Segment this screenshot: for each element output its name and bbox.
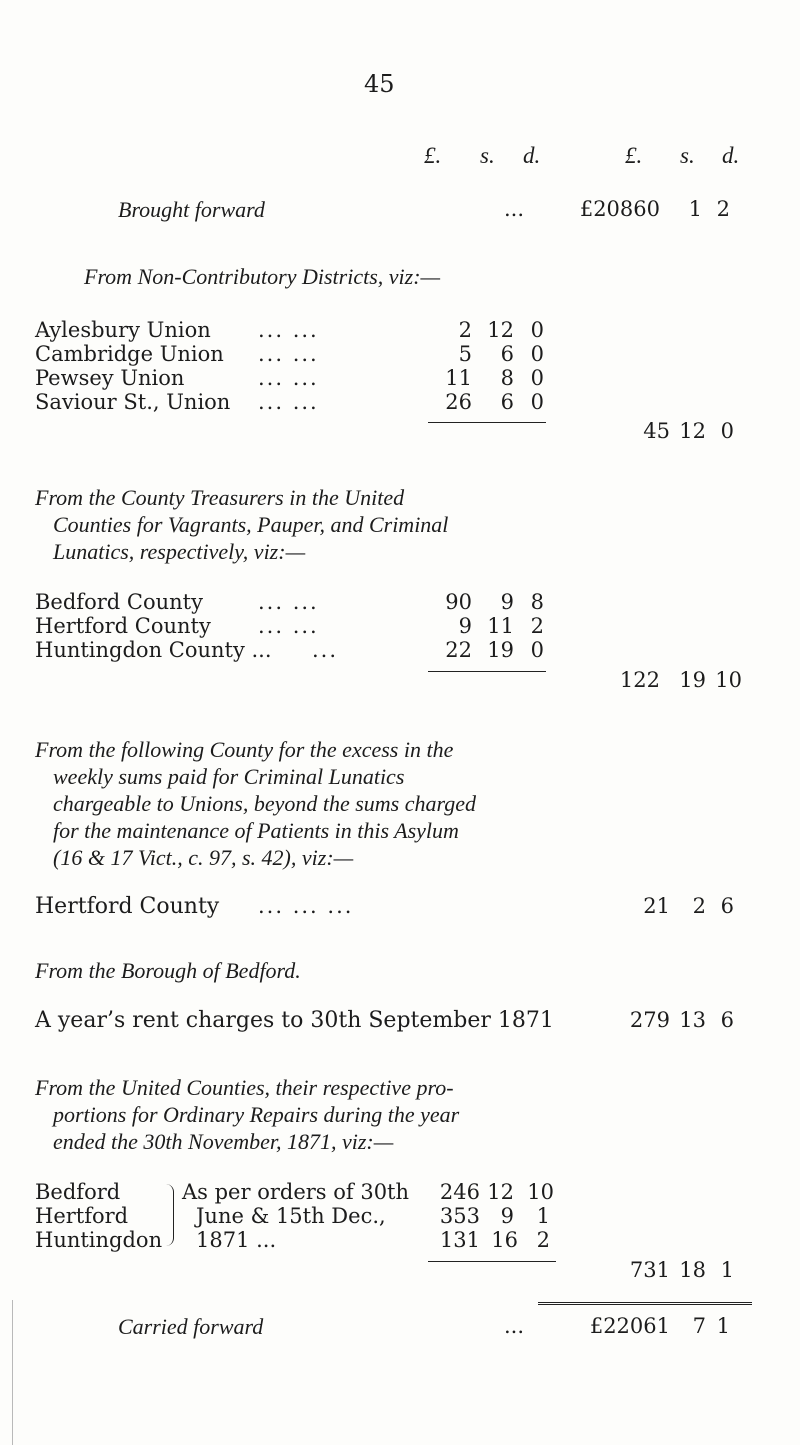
county-treasurers-heading	[35, 484, 565, 565]
carried-forward-dots: ...	[504, 1314, 525, 1338]
page-number: 45	[364, 70, 395, 98]
borough-shillings: 13	[679, 1008, 706, 1032]
table-row-shillings: 6	[500, 390, 514, 414]
subtotal-pounds: 731	[629, 1258, 670, 1282]
table-row-pounds: 9	[458, 614, 472, 638]
table-row-pounds: 5	[458, 342, 472, 366]
left-header-shilling: s.	[480, 143, 495, 168]
table-row-pence: 0	[530, 638, 544, 662]
heading-line: ended the 30th November, 1871, viz:—	[53, 1129, 394, 1154]
heading-line: From the following County for the excess in the	[35, 737, 454, 762]
table-row-pounds: 131	[439, 1228, 480, 1252]
table-row-shillings: 9	[500, 590, 514, 614]
excess-weekly-pounds: 21	[643, 894, 670, 918]
brought-forward-dots: ...	[504, 197, 525, 221]
borough-pounds: 279	[629, 1008, 670, 1032]
table-row-shillings: 9	[500, 1204, 514, 1228]
table-row-label: Bedford County	[35, 590, 203, 614]
subtotal-pounds: 122	[619, 668, 660, 692]
heading-line: portions for Ordinary Repairs during the year	[53, 1102, 460, 1127]
non-contributory-heading: From Non-Contributory Districts, viz:—	[84, 264, 441, 289]
table-row-pounds: 26	[445, 390, 472, 414]
united-counties-heading	[35, 1074, 565, 1155]
brought-forward-pounds: £20860	[579, 197, 660, 221]
borough-pence: 6	[720, 1008, 734, 1032]
heading-line: From the United Counties, their respective pro-	[35, 1075, 454, 1100]
county-name: Huntingdon	[35, 1228, 163, 1252]
heading-line: Lunatics, respectively, viz:—	[53, 539, 306, 564]
table-row-shillings: 12	[487, 318, 514, 342]
order-note-line: 1871 ...	[196, 1228, 277, 1252]
carried-forward-pence: 1	[716, 1314, 730, 1338]
table-row-dots: ... ...	[258, 390, 319, 414]
table-row-pence: 0	[530, 318, 544, 342]
subtotal-shillings: 12	[679, 419, 706, 443]
subtotal-pounds: 45	[643, 419, 670, 443]
table-row-pounds: 90	[445, 590, 472, 614]
county-name: Bedford	[35, 1180, 121, 1204]
order-note-line: As per orders of 30th	[182, 1180, 410, 1204]
brought-forward-label: Brought forward	[118, 197, 265, 222]
left-header-pound: £.	[424, 143, 442, 168]
table-row-pence: 2	[536, 1228, 550, 1252]
brought-forward-shillings: 1	[688, 197, 702, 221]
table-row-label: Huntingdon County ...	[35, 638, 272, 662]
carried-forward-label: Carried forward	[118, 1314, 264, 1339]
table-row-pence: 0	[530, 366, 544, 390]
subtotal-rule	[428, 422, 546, 423]
heading-line: (16 & 17 Vict., c. 97, s. 42), viz:—	[53, 845, 354, 870]
borough-heading: From the Borough of Bedford.	[35, 958, 301, 983]
table-row-shillings: 8	[500, 366, 514, 390]
table-row-pounds: 11	[445, 366, 472, 390]
table-row-shillings: 6	[500, 342, 514, 366]
brought-forward-pence: 2	[716, 197, 730, 221]
table-row-label: Hertford County	[35, 614, 211, 638]
excess-weekly-heading	[35, 736, 565, 871]
table-row-dots: ... ...	[258, 342, 319, 366]
table-row-shillings: 16	[491, 1228, 518, 1252]
subtotal-rule	[428, 1261, 556, 1262]
table-row-label: Aylesbury Union	[35, 318, 211, 342]
heading-line: weekly sums paid for Criminal Lunatics	[53, 764, 405, 789]
carried-forward-pounds: £22061	[589, 1314, 670, 1338]
table-row-dots: ... ...	[258, 366, 319, 390]
excess-weekly-row-dots: ... ... ...	[258, 894, 354, 918]
right-header-shilling: s.	[680, 143, 695, 168]
table-row-label: Pewsey Union	[35, 366, 185, 390]
heading-line: From the County Treasurers in the United	[35, 485, 405, 510]
brace	[163, 1184, 174, 1246]
table-row-dots: ... ...	[258, 318, 319, 342]
excess-weekly-pence: 6	[720, 894, 734, 918]
table-row-pence: 1	[536, 1204, 550, 1228]
subtotal-pence: 1	[720, 1258, 734, 1282]
table-row-label: Saviour St., Union	[35, 390, 231, 414]
table-row-pence: 10	[527, 1180, 554, 1204]
margin-line	[12, 1300, 13, 1445]
left-header-pence: d.	[523, 143, 541, 168]
table-row-pence: 0	[530, 390, 544, 414]
subtotal-pence: 10	[715, 668, 742, 692]
subtotal-rule	[428, 671, 546, 672]
table-row-shillings: 11	[487, 614, 514, 638]
excess-weekly-shillings: 2	[692, 894, 706, 918]
table-row-label: Cambridge Union	[35, 342, 224, 366]
carried-forward-shillings: 7	[692, 1314, 706, 1338]
table-row-pence: 2	[530, 614, 544, 638]
heading-line: Counties for Vagrants, Pauper, and Criminal	[53, 512, 449, 537]
table-row-shillings: 12	[487, 1180, 514, 1204]
order-note-line: June & 15th Dec.,	[196, 1204, 386, 1228]
subtotal-shillings: 18	[679, 1258, 706, 1282]
table-row-pounds: 246	[439, 1180, 480, 1204]
table-row-pounds: 2	[458, 318, 472, 342]
heading-line: chargeable to Unions, beyond the sums charged	[53, 791, 477, 816]
county-name: Hertford	[35, 1204, 129, 1228]
table-row-pence: 0	[530, 342, 544, 366]
table-row-dots: ... ...	[258, 614, 319, 638]
heading-line: for the maintenance of Patients in this Asylum	[53, 818, 459, 843]
table-row-pounds: 22	[445, 638, 472, 662]
table-row-pence: 8	[530, 590, 544, 614]
table-row-pounds: 353	[439, 1204, 480, 1228]
table-row-dots: ...	[312, 638, 339, 662]
borough-row-label: A year’s rent charges to 30th September 1871	[35, 1008, 554, 1033]
table-row-shillings: 19	[487, 638, 514, 662]
subtotal-pence: 0	[720, 419, 734, 443]
excess-weekly-row-label: Hertford County	[35, 894, 220, 919]
subtotal-shillings: 19	[679, 668, 706, 692]
table-row-dots: ... ...	[258, 590, 319, 614]
right-header-pence: d.	[722, 143, 740, 168]
grand-total-rule	[538, 1302, 752, 1305]
right-header-pound: £.	[625, 143, 643, 168]
